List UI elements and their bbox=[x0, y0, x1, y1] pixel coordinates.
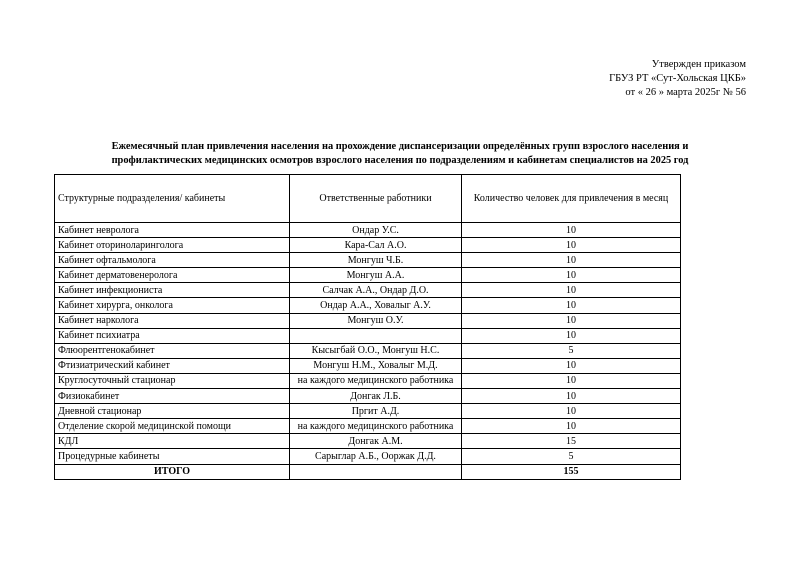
total-staff-cell bbox=[290, 464, 462, 479]
unit-cell: Кабинет хирурга, онколога bbox=[55, 298, 290, 313]
staff-cell: Ондар А.А., Ховалыг А.У. bbox=[290, 298, 462, 313]
unit-cell: Кабинет дерматовенеролога bbox=[55, 268, 290, 283]
staff-cell: Монгуш А.А. bbox=[290, 268, 462, 283]
unit-cell: Отделение скорой медицинской помощи bbox=[55, 419, 290, 434]
table-row bbox=[55, 223, 681, 238]
table-row bbox=[55, 313, 681, 328]
count-cell: 10 bbox=[462, 268, 681, 283]
staff-cell: Монгуш О.У. bbox=[290, 313, 462, 328]
table-row bbox=[55, 419, 681, 434]
header-staff: Ответственные работники bbox=[290, 175, 462, 223]
document-title-line-2: профилактических медицинских осмотров взрослого населения по подразделениям и кабинетам специалистов на 2025 год bbox=[111, 154, 689, 166]
count-cell: 10 bbox=[462, 328, 681, 343]
document-title-line-1: Ежемесячный план привлечения населения на прохождение диспансеризации определённых групп взрослого населения и bbox=[111, 141, 689, 152]
staff-cell: Пргит А.Д. bbox=[290, 404, 462, 419]
table-row bbox=[55, 268, 681, 283]
staff-cell: Кысыгбай О.О., Монгуш Н.С. bbox=[290, 343, 462, 358]
staff-cell: Салчак А.А., Ондар Д.О. bbox=[290, 283, 462, 298]
unit-cell: Кабинет оториноларинголога bbox=[55, 238, 290, 253]
staff-cell: Сарыглар А.Б., Ооржак Д.Д. bbox=[290, 449, 462, 464]
approval-line-3: от « 26 » марта 2025г № 56 bbox=[625, 87, 746, 98]
staff-cell: Донгак А.М. bbox=[290, 434, 462, 449]
approval-line-2: ГБУЗ РТ «Сут-Хольская ЦКБ» bbox=[609, 73, 746, 84]
count-cell: 10 bbox=[462, 419, 681, 434]
plan-table bbox=[54, 174, 681, 480]
count-cell: 10 bbox=[462, 358, 681, 373]
table-row bbox=[55, 253, 681, 268]
unit-cell: Фтизиатрический кабинет bbox=[55, 358, 290, 373]
unit-cell: Кабинет нарколога bbox=[55, 313, 290, 328]
staff-cell: Ондар У.С. bbox=[290, 223, 462, 238]
staff-cell: Донгак Л.Б. bbox=[290, 389, 462, 404]
document-title bbox=[40, 140, 760, 167]
unit-cell: Кабинет офтальмолога bbox=[55, 253, 290, 268]
header-units: Структурные подразделения/ кабинеты bbox=[55, 175, 290, 223]
table-row bbox=[55, 434, 681, 449]
count-cell: 10 bbox=[462, 238, 681, 253]
staff-cell: Монгуш Н.М., Ховалыг М.Д. bbox=[290, 358, 462, 373]
count-cell: 15 bbox=[462, 434, 681, 449]
table-row bbox=[55, 404, 681, 419]
count-cell: 5 bbox=[462, 343, 681, 358]
total-row bbox=[55, 464, 681, 479]
table-row bbox=[55, 343, 681, 358]
staff-cell: на каждого медицинского работника bbox=[290, 373, 462, 388]
unit-cell: Дневной стационар bbox=[55, 404, 290, 419]
table-row bbox=[55, 328, 681, 343]
unit-cell: Кабинет инфекциониста bbox=[55, 283, 290, 298]
staff-cell: Кара-Сал А.О. bbox=[290, 238, 462, 253]
header-count: Количество человек для привлечения в месяц bbox=[462, 175, 681, 223]
unit-cell: КДЛ bbox=[55, 434, 290, 449]
unit-cell: Физиокабинет bbox=[55, 389, 290, 404]
count-cell: 10 bbox=[462, 313, 681, 328]
unit-cell: Круглосуточный стационар bbox=[55, 373, 290, 388]
count-cell: 10 bbox=[462, 253, 681, 268]
staff-cell bbox=[290, 328, 462, 343]
table-row bbox=[55, 449, 681, 464]
table-row bbox=[55, 358, 681, 373]
unit-cell: Процедурные кабинеты bbox=[55, 449, 290, 464]
unit-cell: Кабинет невролога bbox=[55, 223, 290, 238]
table-row bbox=[55, 389, 681, 404]
count-cell: 10 bbox=[462, 404, 681, 419]
total-label: ИТОГО bbox=[55, 464, 290, 479]
staff-cell: Монгуш Ч.Б. bbox=[290, 253, 462, 268]
count-cell: 10 bbox=[462, 298, 681, 313]
count-cell: 10 bbox=[462, 373, 681, 388]
count-cell: 5 bbox=[462, 449, 681, 464]
table-row bbox=[55, 283, 681, 298]
approval-line-1: Утвержден приказом bbox=[651, 59, 746, 70]
table-row bbox=[55, 298, 681, 313]
staff-cell: на каждого медицинского работника bbox=[290, 419, 462, 434]
count-cell: 10 bbox=[462, 389, 681, 404]
approval-stamp bbox=[609, 58, 746, 100]
count-cell: 10 bbox=[462, 223, 681, 238]
total-count: 155 bbox=[462, 464, 681, 479]
unit-cell: Кабинет психиатра bbox=[55, 328, 290, 343]
unit-cell: Флюорентгенокабинет bbox=[55, 343, 290, 358]
table-row bbox=[55, 373, 681, 388]
table-header-row bbox=[55, 175, 681, 223]
count-cell: 10 bbox=[462, 283, 681, 298]
table-row bbox=[55, 238, 681, 253]
